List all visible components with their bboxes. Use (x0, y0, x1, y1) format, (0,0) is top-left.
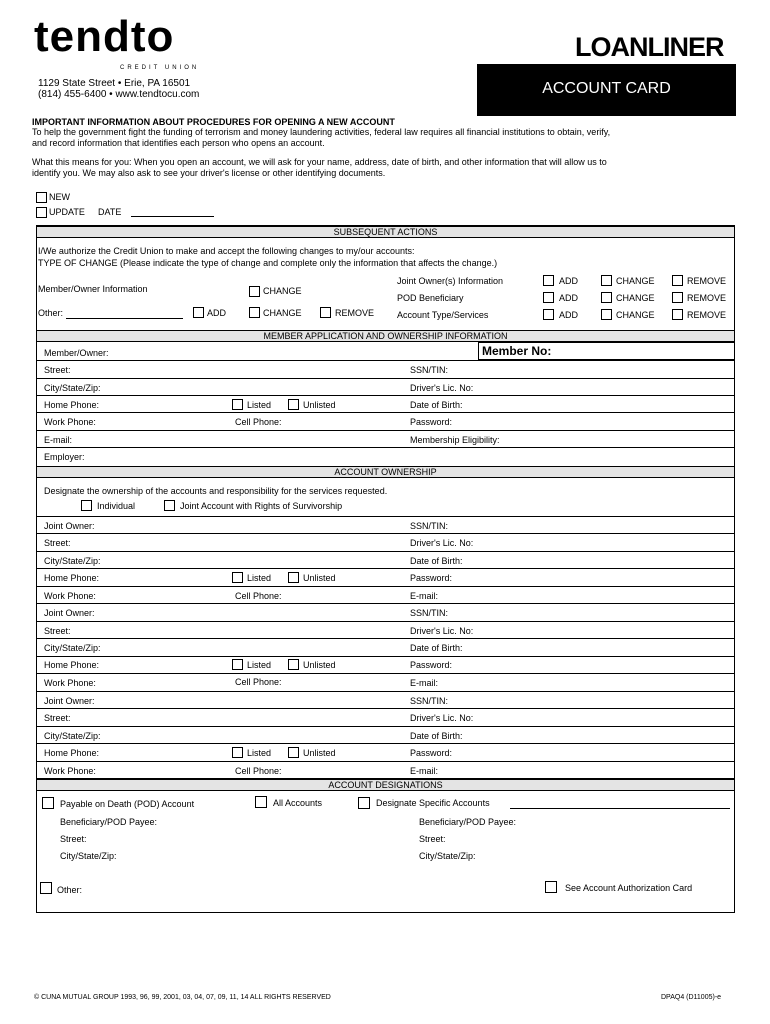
member-email-label: E-mail: (44, 435, 73, 445)
joint3-listed-checkbox[interactable] (232, 747, 243, 758)
acct-change-label: CHANGE (616, 310, 655, 320)
joint1-listed-checkbox[interactable] (232, 572, 243, 583)
payee1-city-label: City/State/Zip: (60, 851, 117, 861)
pod-account-checkbox[interactable] (42, 797, 54, 809)
joint1-listed-label: Listed (247, 573, 272, 583)
notice-line-3: What this means for you: When you open an account, we will ask for your name, address, date of birth, and other information that will allow us to (32, 157, 607, 167)
member-no-label: Member No: (482, 344, 552, 358)
joint3-email-label: E-mail: (410, 766, 439, 776)
designation-other-checkbox[interactable] (40, 882, 52, 894)
joint1-home-phone-label: Home Phone: (44, 573, 100, 583)
member-cell-phone-label: Cell Phone: (235, 417, 282, 427)
acct-remove-label: REMOVE (687, 310, 727, 320)
joint3-dob-label: Date of Birth: (410, 731, 463, 741)
pod-change-checkbox[interactable] (601, 292, 612, 303)
tendto-logo: tendto (34, 12, 175, 61)
other-remove-checkbox[interactable] (320, 307, 331, 318)
account-type-label: Account Type/Services (397, 310, 489, 320)
update-checkbox[interactable] (36, 207, 47, 218)
joint3-street-label: Street: (44, 713, 71, 723)
update-label: UPDATE (49, 207, 85, 217)
pod-account-label: Payable on Death (POD) Account (60, 799, 195, 809)
joint1-city-label: City/State/Zip: (44, 556, 101, 566)
joint1-work-phone-label: Work Phone: (44, 591, 96, 601)
joint2-work-phone-label: Work Phone: (44, 678, 96, 688)
member-employer-label: Employer: (44, 452, 85, 462)
new-checkbox[interactable] (36, 192, 47, 203)
joint2-dob-label: Date of Birth: (410, 643, 463, 653)
acct-remove-checkbox[interactable] (672, 309, 683, 320)
joint2-street-label: Street: (44, 626, 71, 636)
payee1-street-label: Street: (60, 834, 87, 844)
member-dob-label: Date of Birth: (410, 400, 463, 410)
member-home-phone-label: Home Phone: (44, 400, 100, 410)
joint3-owner-label: Joint Owner: (44, 696, 95, 706)
joint2-owner-label: Joint Owner: (44, 608, 95, 618)
joint3-unlisted-checkbox[interactable] (288, 747, 299, 758)
joint2-city-label: City/State/Zip: (44, 643, 101, 653)
notice-line-4: identify you. We may also ask to see your driver's license or other identifying documents. (32, 168, 386, 178)
specific-accounts-checkbox[interactable] (358, 797, 370, 809)
member-listed-label: Listed (247, 400, 272, 410)
member-owner-info-label: Member/Owner Information (38, 284, 148, 294)
joint-owner-info-label: Joint Owner(s) Information (397, 276, 504, 286)
joint1-dob-label: Date of Birth: (410, 556, 463, 566)
pod-remove-label: REMOVE (687, 293, 727, 303)
payee2-label: Beneficiary/POD Payee: (419, 817, 517, 827)
member-change-checkbox[interactable] (249, 286, 260, 297)
joint3-password-label: Password: (410, 748, 453, 758)
joint-add-checkbox[interactable] (543, 275, 554, 286)
see-auth-card-checkbox[interactable] (545, 881, 557, 893)
joint-survivorship-checkbox[interactable] (164, 500, 175, 511)
other-add-label: ADD (207, 308, 227, 318)
account-card-title: ACCOUNT CARD (542, 80, 671, 97)
joint2-email-label: E-mail: (410, 678, 439, 688)
other-add-checkbox[interactable] (193, 307, 204, 318)
account-designations-bar: ACCOUNT DESIGNATIONS (36, 779, 735, 791)
joint2-unlisted-checkbox[interactable] (288, 659, 299, 670)
acct-add-checkbox[interactable] (543, 309, 554, 320)
joint-add-label: ADD (559, 276, 579, 286)
member-drivers-label: Driver's Lic. No: (410, 383, 474, 393)
pod-add-checkbox[interactable] (543, 292, 554, 303)
date-field[interactable] (131, 216, 214, 217)
see-auth-card-label: See Account Authorization Card (565, 883, 693, 893)
joint3-drivers-label: Driver's Lic. No: (410, 713, 474, 723)
joint1-email-label: E-mail: (410, 591, 439, 601)
joint1-password-label: Password: (410, 573, 453, 583)
joint2-cell-phone-label: Cell Phone: (235, 677, 282, 687)
joint3-unlisted-label: Unlisted (303, 748, 336, 758)
acct-add-label: ADD (559, 310, 579, 320)
pod-beneficiary-label: POD Beneficiary (397, 293, 464, 303)
notice-line-1: To help the government fight the funding of terrorism and money laundering activities, federal law requires all financial institutions to obtain, verify, (32, 127, 611, 137)
subsequent-actions-bar: SUBSEQUENT ACTIONS (36, 226, 735, 238)
joint3-city-label: City/State/Zip: (44, 731, 101, 741)
cu-phone-web: (814) 455-6400 • www.tendtocu.com (38, 89, 200, 100)
joint-survivorship-label: Joint Account with Rights of Survivorship (180, 501, 343, 511)
joint1-cell-phone-label: Cell Phone: (235, 591, 282, 601)
new-label: NEW (49, 192, 70, 202)
other-field[interactable] (66, 318, 183, 319)
all-accounts-label: All Accounts (273, 798, 323, 808)
member-application-bar: MEMBER APPLICATION AND OWNERSHIP INFORMATION (36, 330, 735, 342)
copyright-text: © CUNA MUTUAL GROUP 1993, 96, 99, 2001, 03, 04, 07, 09, 11, 14 ALL RIGHTS RESERVED (34, 994, 331, 1001)
joint-remove-label: REMOVE (687, 276, 727, 286)
payee2-street-label: Street: (419, 834, 446, 844)
ownership-designate-text: Designate the ownership of the accounts and responsibility for the services requested. (44, 486, 388, 496)
member-change-label: CHANGE (263, 286, 302, 296)
member-password-label: Password: (410, 417, 453, 427)
joint2-password-label: Password: (410, 660, 453, 670)
joint2-listed-checkbox[interactable] (232, 659, 243, 670)
joint3-ssn-label: SSN/TIN: (410, 696, 449, 706)
joint1-owner-label: Joint Owner: (44, 521, 95, 531)
joint-remove-checkbox[interactable] (672, 275, 683, 286)
member-ssn-label: SSN/TIN: (410, 365, 449, 375)
specific-accounts-label: Designate Specific Accounts (376, 798, 490, 808)
joint2-unlisted-label: Unlisted (303, 660, 336, 670)
member-unlisted-label: Unlisted (303, 400, 336, 410)
notice-heading: IMPORTANT INFORMATION ABOUT PROCEDURES FOR OPENING A NEW ACCOUNT (32, 117, 395, 127)
joint1-street-label: Street: (44, 538, 71, 548)
individual-checkbox[interactable] (81, 500, 92, 511)
acct-change-checkbox[interactable] (601, 309, 612, 320)
pod-change-label: CHANGE (616, 293, 655, 303)
joint3-listed-label: Listed (247, 748, 272, 758)
member-unlisted-checkbox[interactable] (288, 399, 299, 410)
joint-change-checkbox[interactable] (601, 275, 612, 286)
joint2-ssn-label: SSN/TIN: (410, 608, 449, 618)
joint1-unlisted-checkbox[interactable] (288, 572, 299, 583)
member-city-label: City/State/Zip: (44, 383, 101, 393)
joint3-cell-phone-label: Cell Phone: (235, 766, 282, 776)
type-of-change-text: TYPE OF CHANGE (Please indicate the type of change and complete only the information that affects the change.) (38, 258, 498, 268)
account-card-banner (477, 64, 736, 116)
other-remove-label: REMOVE (335, 308, 375, 318)
member-owner-label: Member/Owner: (44, 348, 109, 358)
joint3-work-phone-label: Work Phone: (44, 766, 96, 776)
joint1-unlisted-label: Unlisted (303, 573, 336, 583)
authorize-text: I/We authorize the Credit Union to make and accept the following changes to my/our accounts: (38, 246, 415, 256)
credit-union-label: CREDIT UNION (120, 65, 200, 71)
joint2-home-phone-label: Home Phone: (44, 660, 100, 670)
joint2-drivers-label: Driver's Lic. No: (410, 626, 474, 636)
joint1-drivers-label: Driver's Lic. No: (410, 538, 474, 548)
member-listed-checkbox[interactable] (232, 399, 243, 410)
all-accounts-checkbox[interactable] (255, 796, 267, 808)
joint1-ssn-label: SSN/TIN: (410, 521, 449, 531)
joint2-listed-label: Listed (247, 660, 272, 670)
other-change-checkbox[interactable] (249, 307, 260, 318)
other-label: Other: (38, 308, 64, 318)
specific-accounts-field[interactable] (510, 808, 730, 809)
loanliner-logo: LOANLINER (575, 32, 724, 62)
pod-add-label: ADD (559, 293, 579, 303)
payee2-city-label: City/State/Zip: (419, 851, 476, 861)
payee1-label: Beneficiary/POD Payee: (60, 817, 158, 827)
cu-address: 1129 State Street • Erie, PA 16501 (38, 78, 191, 89)
member-street-label: Street: (44, 365, 71, 375)
notice-line-2: and record information that identifies each person who opens an account. (32, 138, 325, 148)
other-change-label: CHANGE (263, 308, 302, 318)
account-ownership-bar: ACCOUNT OWNERSHIP (36, 466, 735, 478)
member-work-phone-label: Work Phone: (44, 417, 96, 427)
joint3-home-phone-label: Home Phone: (44, 748, 100, 758)
joint-change-label: CHANGE (616, 276, 655, 286)
designation-other-label: Other: (57, 885, 83, 895)
form-code: DPAQ4 (D11005)-e (661, 994, 722, 1001)
member-eligibility-label: Membership Eligibility: (410, 435, 500, 445)
pod-remove-checkbox[interactable] (672, 292, 683, 303)
individual-label: Individual (97, 501, 136, 511)
date-label: DATE (98, 207, 122, 217)
